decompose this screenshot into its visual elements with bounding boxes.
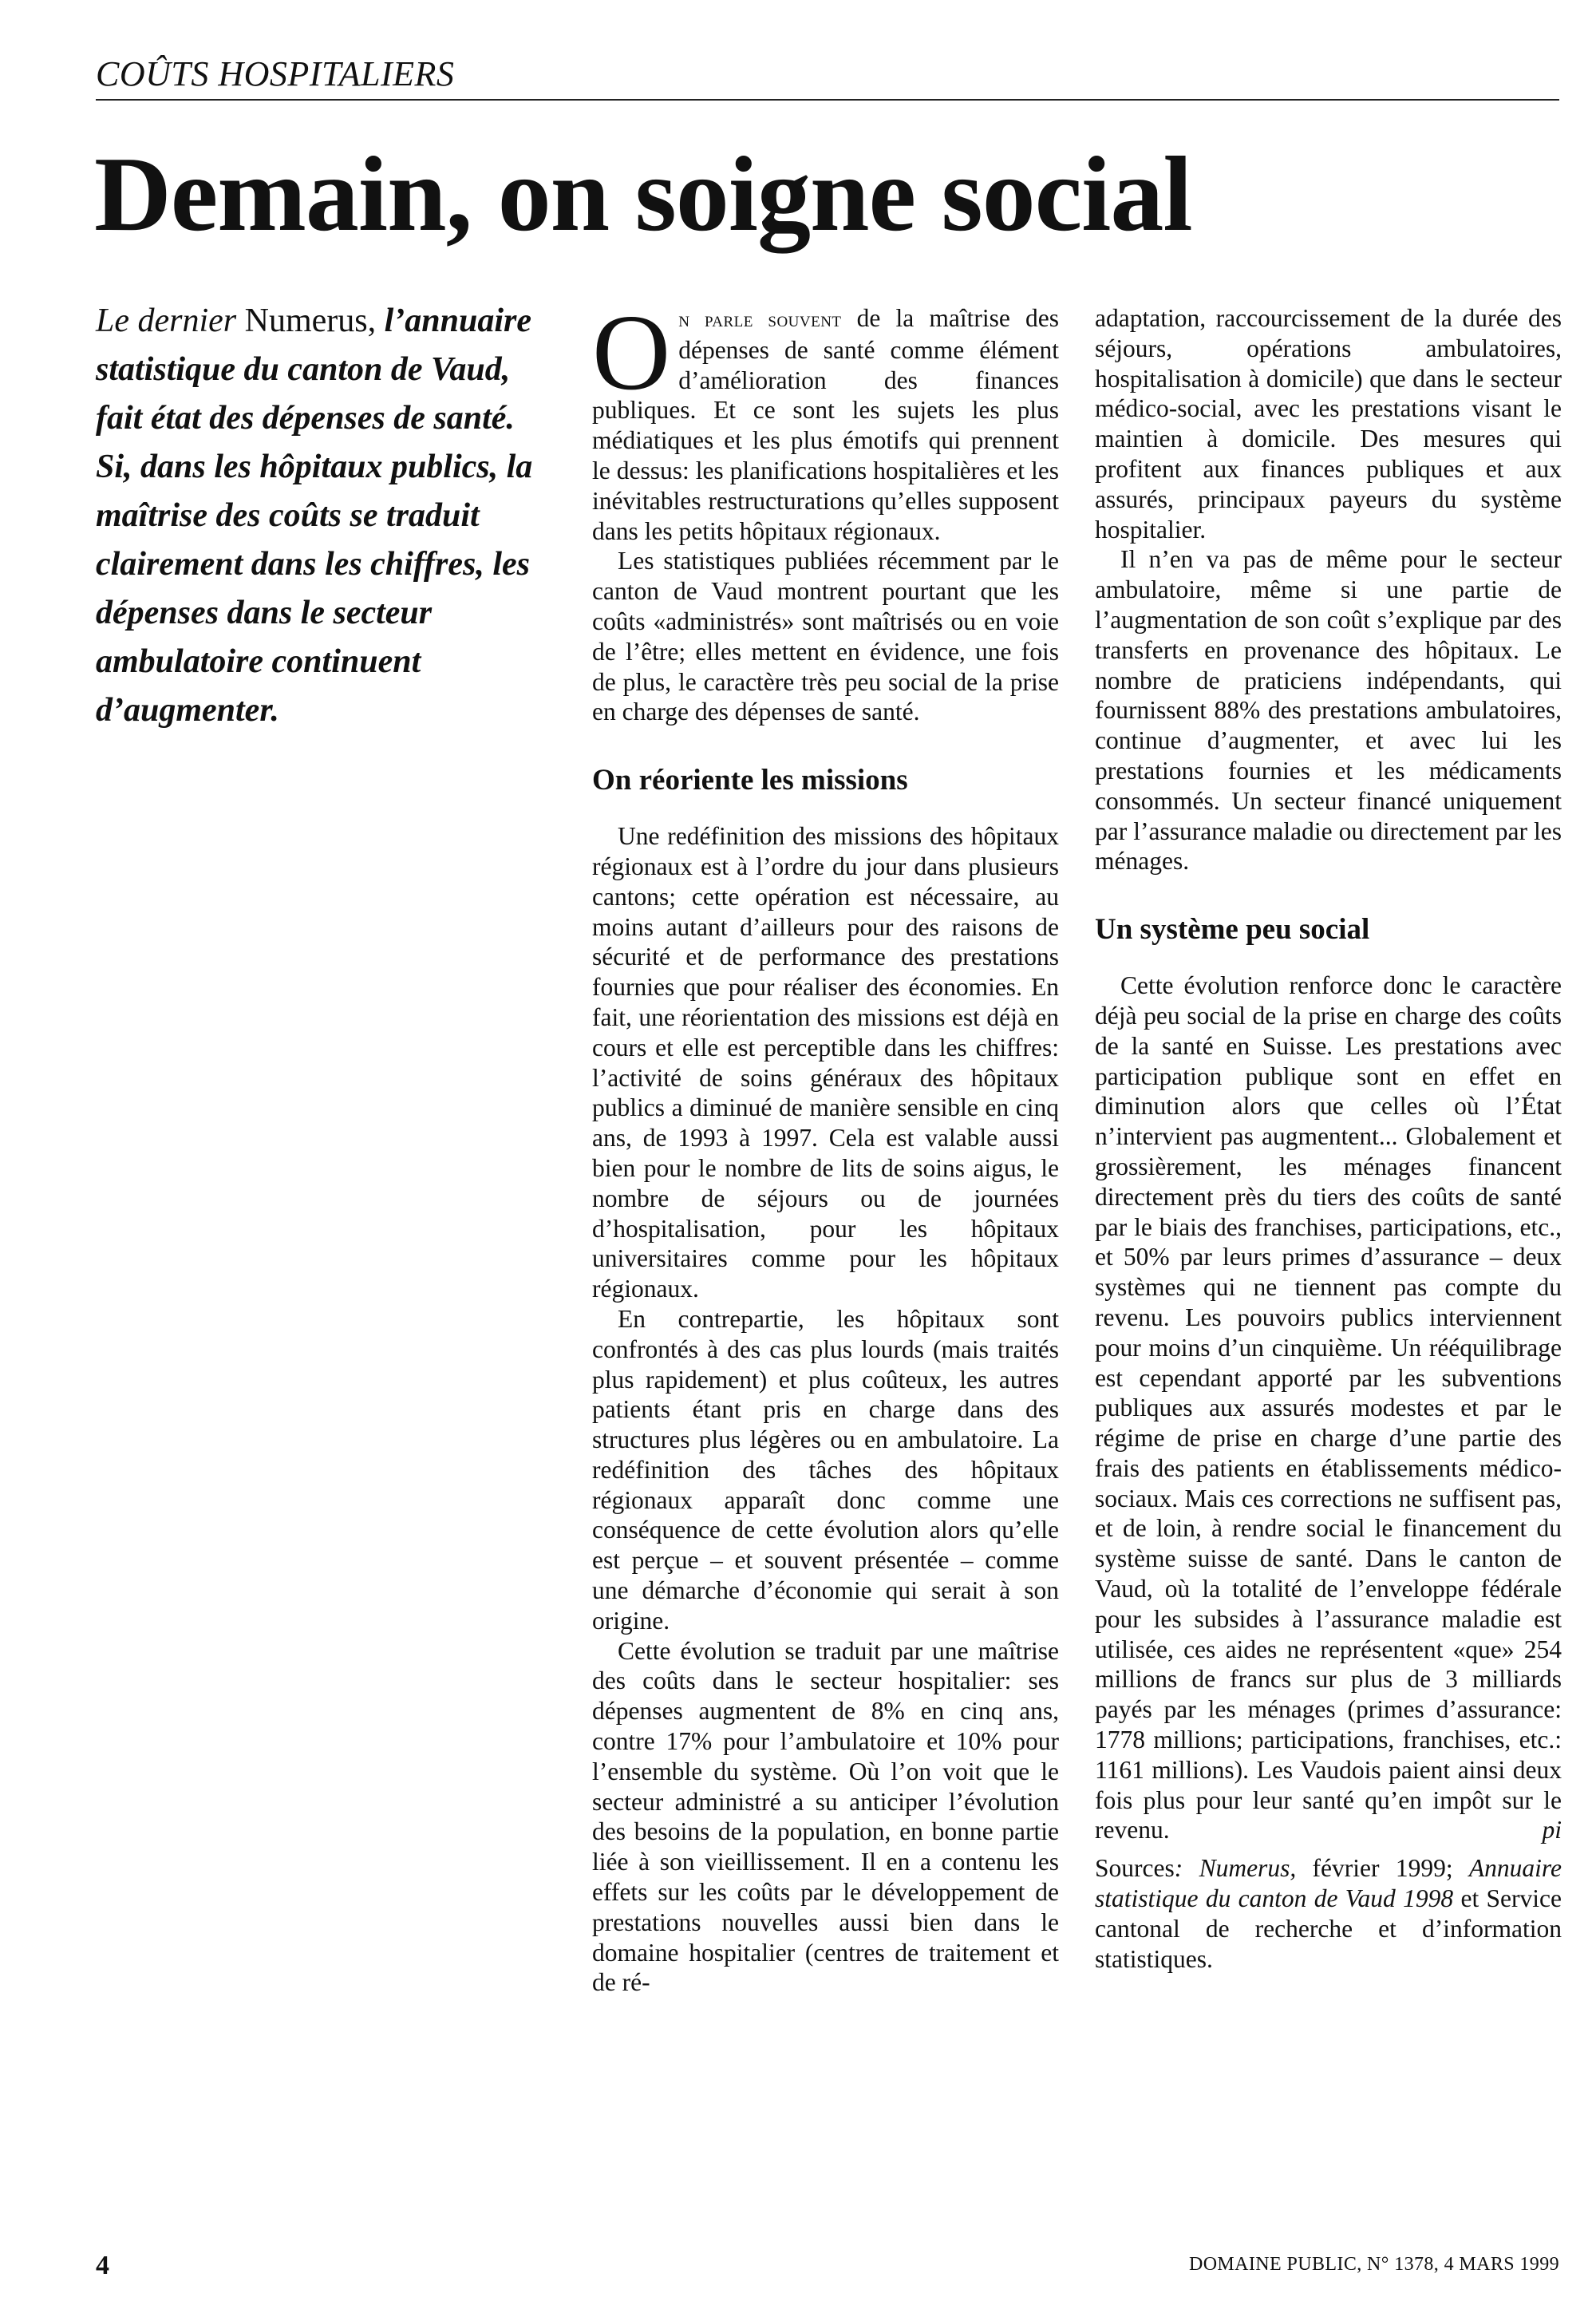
body-paragraph: En contrepartie, les hôpitaux sont confrontés à des cas plus lourds (mais traités plus rapidement) et plus coûteux, les autres patients étant pris en charge dans des structures plus légères ou en ambulatoire. La redéfinition des tâches des hôpitaux régionaux apparaît donc comme une conséquence de cette évolution alors qu’elle est perçue – et souvent présentée – comme une démarche d’économie qui serait à son origine. <box>592 1304 1059 1635</box>
sources-publication: : Numerus, <box>1174 1854 1297 1883</box>
opening-paragraph-text: de la maîtrise des dépenses de santé comme élément d’amélioration des finances publiques. Et ce sont les sujets les plus médiatiques et les plus émotifs qui prennent le dessus: les planifications hospitalières et les inévitables restructurations qu’elles supposent dans les petits hôpitaux régionaux. <box>592 304 1059 545</box>
body-paragraph: Une redéfinition des missions des hôpitaux régionaux est à l’ordre du jour dans plusieurs cantons; cette opération est nécessaire, au moins autant d’ailleurs pour des raisons de sécurité et de performance des prestations fournies que pour réaliser des économies. En fait, une réorientation des missions est déjà en cours et elle est perceptible dans les chiffres: l’activité de soins généraux des hôpitaux publics a diminué de manière sensible en cinq ans, de 1993 à 1997. Cela est valable aussi bien pour le nombre de lits de soins aigus, le nombre de séjours ou de journées d’hospitalisation, pour les hôpitaux universitaires comme pour les hôpitaux régionaux. <box>592 822 1059 1303</box>
body-column-1 <box>592 293 1059 1998</box>
subheading-systeme: Un système peu social <box>1095 913 1370 947</box>
body-paragraph: Cette évolution se traduit par une maîtrise des coûts dans le secteur hospitalier: ses dépenses augmentent de 8% en cinq ans, contre 17% pour l’ambulatoire et 10% pour l’ensemble du système. Où l’on voit que le secteur administré a su anticiper l’évolution des besoins de la population, en bonne partie liée à son vieillissement. Il en a contenu les effets sur les coûts par le développement de prestations nouvelles aussi bien dans le domaine hospitalier (centres de traitement et de ré- <box>592 1636 1059 1997</box>
closing-paragraph-text: Cette évolution renforce donc le caractère déjà peu social de la prise en charge des coûts de la santé en Suisse. Les prestations avec participation publique sont en effet en diminution alors que celles où l’État n’intervient pas augmentent... Globalement et grossièrement, les ménages financent directement près du tiers des coûts de santé par le biais des franchises, participations, etc., et 50% par leurs primes d’assurance – deux systèmes qui ne tiennent pas compte du revenu. Les pouvoirs publics interviennent pour moins d’un cinquième. Un rééquilibrage est cependant apporté par les subventions publiques aux assurés modestes et par le régime de prise en charge d’une partie des frais des patients en établissements médico-sociaux. Mais ces corrections ne suffisent pas, et de loin, à rendre social le financement du système suisse de santé. Dans le canton de Vaud, où la totalité de l’enveloppe fédérale pour les subsides à l’assurance maladie est utilisée, ces aides ne représentent «que» 254 millions de francs sur plus de 3 milliards payés par les ménages (primes d’assurance: 1778 millions; participations, franchises, etc.: 1161 millions). Les Vaudois paient ainsi deux fois plus pour leur santé qu’en impôt sur le revenu. <box>1095 971 1562 1844</box>
lead-text-rest: l’annuaire statistique du canton de Vaud, fait état des dépenses de santé. Si, dans les hôpitaux publics, la maîtrise des coûts se traduit clairement dans les chiffres, les dépenses dans le secteur ambulatoire continuent d’augmenter. <box>96 302 533 729</box>
body-paragraph <box>1095 971 1562 1845</box>
issue-reference: DOMAINE PUBLIC, N° 1378, 4 MARS 1999 <box>1188 2254 1559 2275</box>
lead-paragraph <box>96 297 543 735</box>
lead-text-start: Le dernier <box>96 302 245 339</box>
author-signature: pi <box>1542 1816 1562 1844</box>
lead-publication-name: Numerus, <box>244 302 377 339</box>
sources-label: Sources <box>1095 1854 1175 1883</box>
article-title: Demain, on soigne social <box>94 135 1192 253</box>
subheading-missions: On réoriente les missions <box>592 764 908 797</box>
opening-smallcaps: n parle souvent <box>678 307 842 331</box>
page-number: 4 <box>96 2251 109 2280</box>
opening-paragraph <box>592 293 1059 546</box>
body-column-2 <box>1095 303 1562 1974</box>
sources-text-end: et Service cantonal de recherche et d’information statistiques. <box>1095 1884 1562 1973</box>
drop-cap: O <box>592 293 671 413</box>
body-paragraph: Les statistiques publiées récemment par le canton de Vaud montrent pourtant que les coûts «administrés» sont maîtrisés ou en voie de l’être; elles mettent en évidence, une fois de plus, le caractère très peu social de la prise en charge des dépenses de santé. <box>592 547 1059 726</box>
sources-annuaire: Annuaire statistique du canton de Vaud 1998 <box>1095 1854 1562 1913</box>
sources-note <box>1095 1853 1562 1974</box>
body-paragraph: Il n’en va pas de même pour le secteur ambulatoire, même si une partie de l’augmentation de son coût s’explique par des transferts en provenance des hôpitaux. Le nombre de praticiens indépendants, qui fournissent 88% des prestations ambulatoires, continue d’augmenter, et avec lui les prestations fournies et les médicaments consommés. Un secteur financé uniquement par l’assurance maladie ou directement par les ménages. <box>1095 545 1562 876</box>
body-paragraph: adaptation, raccourcissement de la durée des séjours, opérations ambulatoires, hospitalisation à domicile) que dans le secteur médico-social, avec les prestations visant le maintien à domicile. Des mesures qui profitent aux finances publiques et aux assurés, principaux payeurs du système hospitalier. <box>1095 304 1562 544</box>
section-rubric: COÛTS HOSPITALIERS <box>96 53 1559 101</box>
sources-text: février 1999; <box>1296 1854 1469 1883</box>
